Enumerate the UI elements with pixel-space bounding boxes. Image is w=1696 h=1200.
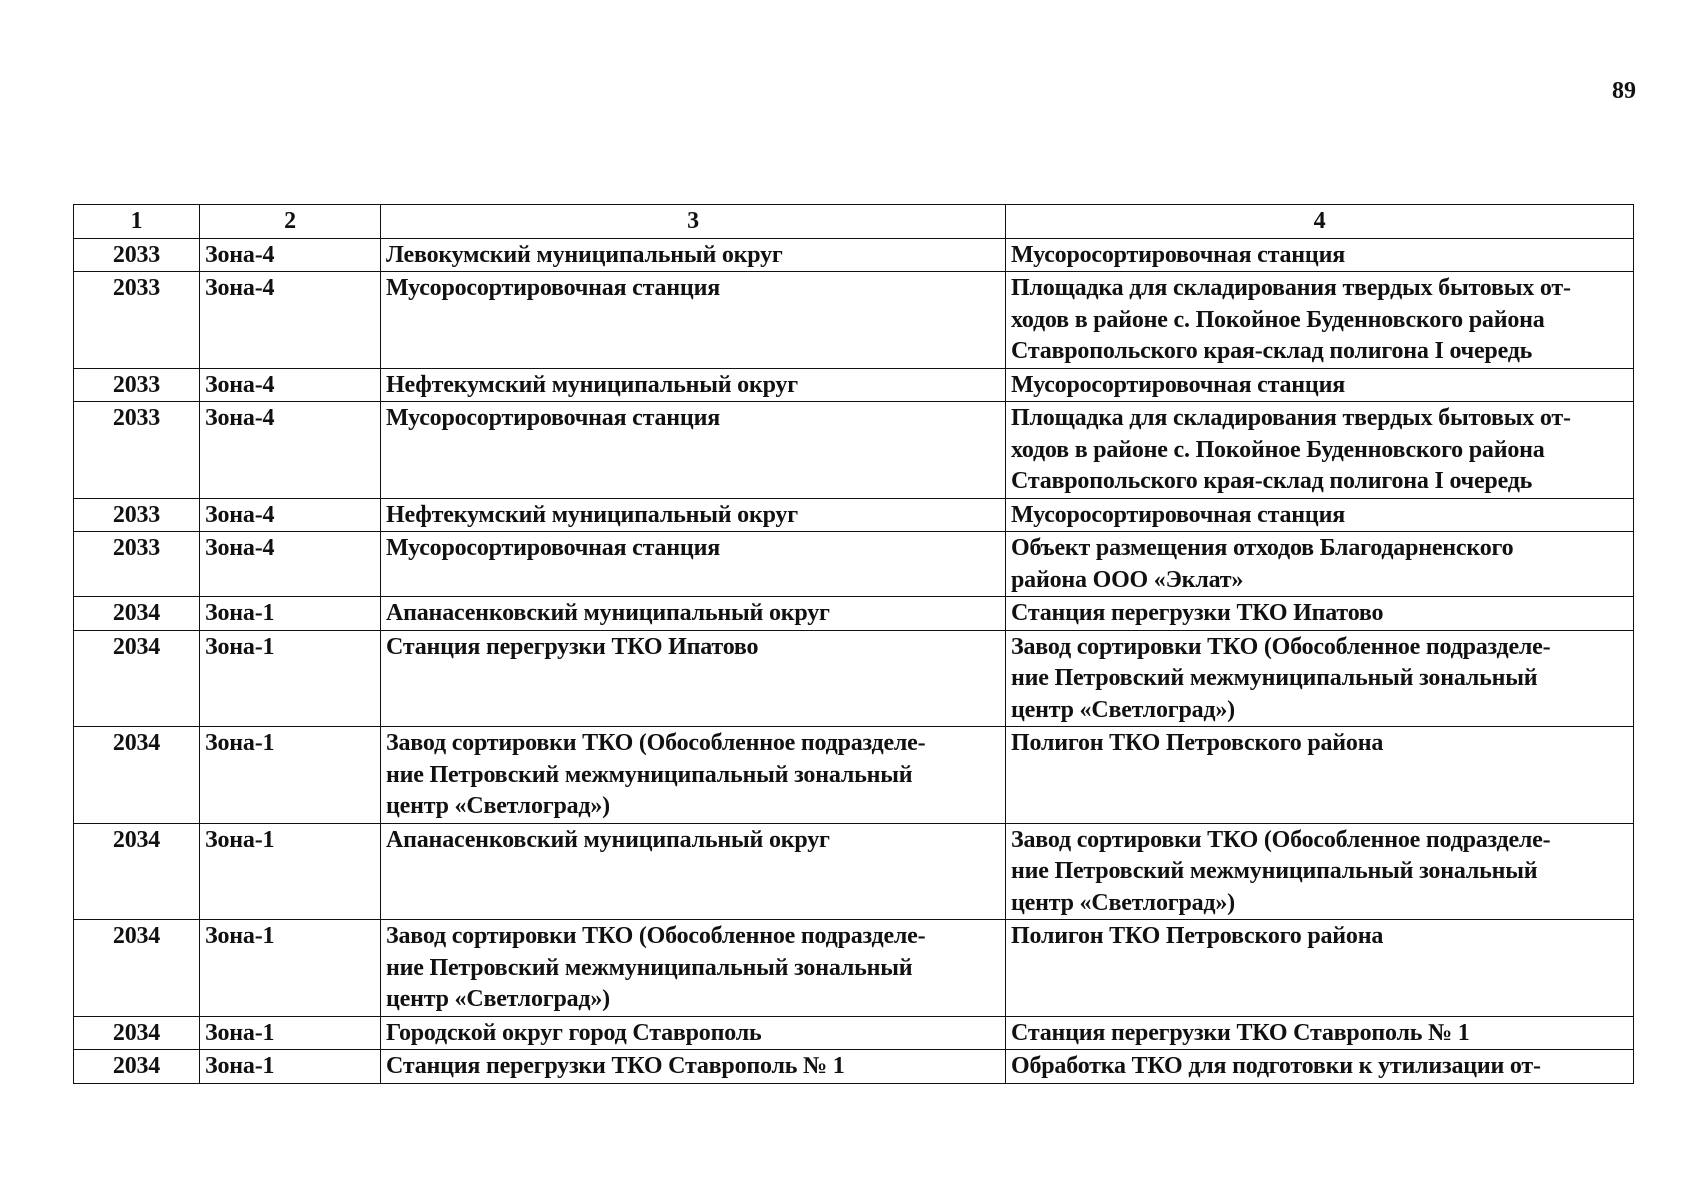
- year-cell: 2033: [74, 532, 200, 597]
- zone-cell: Зона-4: [200, 498, 381, 532]
- cell-text-line: Мусоросортировочная станция: [386, 275, 720, 301]
- cell-text-line: Станция перегрузки ТКО Ипатово: [1011, 600, 1384, 626]
- destination-cell: [1006, 920, 1634, 1017]
- cell-text-line: Станция перегрузки ТКО Ставрополь № 1: [1011, 1019, 1470, 1046]
- column-header-2: 2: [200, 205, 381, 239]
- cell-text-line: Площадка для складирования твердых бытовых от-: [1011, 275, 1571, 301]
- zone-cell: Зона-1: [200, 727, 381, 824]
- year-cell: 2033: [74, 272, 200, 369]
- source-cell: [381, 368, 1006, 402]
- zone-cell: Зона-1: [200, 920, 381, 1017]
- cell-text-line: ходов в районе с. Покойное Буденновского района: [1011, 306, 1545, 333]
- cell-text-line: центр «Светлоград»): [386, 986, 610, 1012]
- year-cell: 2033: [74, 402, 200, 499]
- cell-text-line: Городской округ город Ставрополь: [386, 1019, 762, 1046]
- source-cell: [381, 920, 1006, 1017]
- table-row: [74, 727, 1634, 824]
- cell-text-line: Апанасенковский муниципальный округ: [386, 600, 830, 626]
- zone-cell: Зона-4: [200, 532, 381, 597]
- column-header-1: 1: [74, 205, 200, 239]
- destination-cell: [1006, 1050, 1634, 1084]
- zone-cell: Зона-4: [200, 402, 381, 499]
- cell-text-line: Нефтекумский муниципальный округ: [386, 501, 798, 528]
- cell-text-line: района ООО «Эклат»: [1011, 566, 1244, 593]
- destination-cell: [1006, 238, 1634, 272]
- table-row: [74, 238, 1634, 272]
- destination-cell: [1006, 630, 1634, 727]
- cell-text-line: центр «Светлоград»): [1011, 696, 1235, 723]
- zone-cell: Зона-1: [200, 630, 381, 727]
- source-cell: [381, 630, 1006, 727]
- table-row: [74, 630, 1634, 727]
- year-cell: 2034: [74, 597, 200, 631]
- destination-cell: [1006, 272, 1634, 369]
- table-row: [74, 402, 1634, 499]
- page-number: 89: [1612, 78, 1636, 104]
- cell-text-line: центр «Светлоград»): [1011, 889, 1235, 916]
- year-cell: 2034: [74, 630, 200, 727]
- cell-text-line: Завод сортировки ТКО (Обособленное подразделе-: [386, 730, 926, 756]
- year-cell: 2033: [74, 498, 200, 532]
- cell-text-line: ние Петровский межмуниципальный зональный: [386, 761, 913, 788]
- zone-cell: Зона-1: [200, 597, 381, 631]
- source-cell: [381, 498, 1006, 532]
- cell-text-line: Полигон ТКО Петровского района: [1011, 923, 1384, 949]
- destination-cell: [1006, 498, 1634, 532]
- cell-text-line: Полигон ТКО Петровского района: [1011, 730, 1384, 756]
- table-row: [74, 498, 1634, 532]
- year-cell: 2033: [74, 368, 200, 402]
- cell-text-line: Апанасенковский муниципальный округ: [386, 826, 830, 853]
- zone-cell: Зона-1: [200, 1016, 381, 1050]
- destination-cell: [1006, 727, 1634, 824]
- table-row: [74, 272, 1634, 369]
- table-row: [74, 920, 1634, 1017]
- year-cell: 2034: [74, 920, 200, 1017]
- cell-text-line: Площадка для складирования твердых бытовых от-: [1011, 405, 1571, 431]
- year-cell: 2034: [74, 727, 200, 824]
- cell-text-line: Мусоросортировочная станция: [386, 535, 720, 561]
- table-row: [74, 1050, 1634, 1084]
- source-cell: [381, 402, 1006, 499]
- destination-cell: [1006, 823, 1634, 920]
- cell-text-line: Мусоросортировочная станция: [1011, 241, 1345, 268]
- cell-text-line: ние Петровский межмуниципальный зональный: [1011, 665, 1538, 691]
- year-cell: 2034: [74, 823, 200, 920]
- table-row: [74, 532, 1634, 597]
- destination-cell: [1006, 368, 1634, 402]
- zone-cell: Зона-1: [200, 823, 381, 920]
- destination-cell: [1006, 402, 1634, 499]
- destination-cell: [1006, 597, 1634, 631]
- source-cell: [381, 1016, 1006, 1050]
- zone-cell: Зона-4: [200, 272, 381, 369]
- year-cell: 2034: [74, 1016, 200, 1050]
- cell-text-line: Ставропольского края-склад полигона I очередь: [1011, 338, 1533, 364]
- cell-text-line: Мусоросортировочная станция: [386, 405, 720, 431]
- cell-text-line: ние Петровский межмуниципальный зональный: [1011, 858, 1538, 884]
- zone-cell: Зона-4: [200, 368, 381, 402]
- column-header-4: 4: [1006, 205, 1634, 239]
- cell-text-line: Мусоросортировочная станция: [1011, 501, 1345, 528]
- zone-cell: Зона-4: [200, 238, 381, 272]
- cell-text-line: Левокумский муниципальный округ: [386, 241, 783, 268]
- source-cell: [381, 727, 1006, 824]
- table-row: [74, 823, 1634, 920]
- table-body: [74, 238, 1634, 1083]
- year-cell: 2033: [74, 238, 200, 272]
- cell-text-line: Ставропольского края-склад полигона I очередь: [1011, 468, 1533, 494]
- source-cell: [381, 1050, 1006, 1084]
- cell-text-line: Обработка ТКО для подготовки к утилизации от-: [1011, 1053, 1541, 1079]
- cell-text-line: Станция перегрузки ТКО Ставрополь № 1: [386, 1053, 845, 1079]
- cell-text-line: Завод сортировки ТКО (Обособленное подразделе-: [386, 923, 926, 949]
- source-cell: [381, 597, 1006, 631]
- cell-text-line: Завод сортировки ТКО (Обособленное подразделе-: [1011, 826, 1551, 853]
- waste-transport-table: [73, 204, 1634, 1084]
- zone-cell: Зона-1: [200, 1050, 381, 1084]
- cell-text-line: Нефтекумский муниципальный округ: [386, 371, 798, 398]
- source-cell: [381, 532, 1006, 597]
- cell-text-line: ние Петровский межмуниципальный зональный: [386, 954, 913, 981]
- header-row: [74, 205, 1634, 239]
- source-cell: [381, 238, 1006, 272]
- column-header-3: 3: [381, 205, 1006, 239]
- cell-text-line: Завод сортировки ТКО (Обособленное подразделе-: [1011, 633, 1551, 660]
- table-row: [74, 597, 1634, 631]
- destination-cell: [1006, 532, 1634, 597]
- source-cell: [381, 823, 1006, 920]
- cell-text-line: Мусоросортировочная станция: [1011, 371, 1345, 398]
- year-cell: 2034: [74, 1050, 200, 1084]
- source-cell: [381, 272, 1006, 369]
- table-row: [74, 1016, 1634, 1050]
- cell-text-line: Станция перегрузки ТКО Ипатово: [386, 633, 759, 660]
- destination-cell: [1006, 1016, 1634, 1050]
- table-row: [74, 368, 1634, 402]
- cell-text-line: Объект размещения отходов Благодарненского: [1011, 535, 1514, 561]
- cell-text-line: ходов в районе с. Покойное Буденновского района: [1011, 436, 1545, 463]
- cell-text-line: центр «Светлоград»): [386, 793, 610, 819]
